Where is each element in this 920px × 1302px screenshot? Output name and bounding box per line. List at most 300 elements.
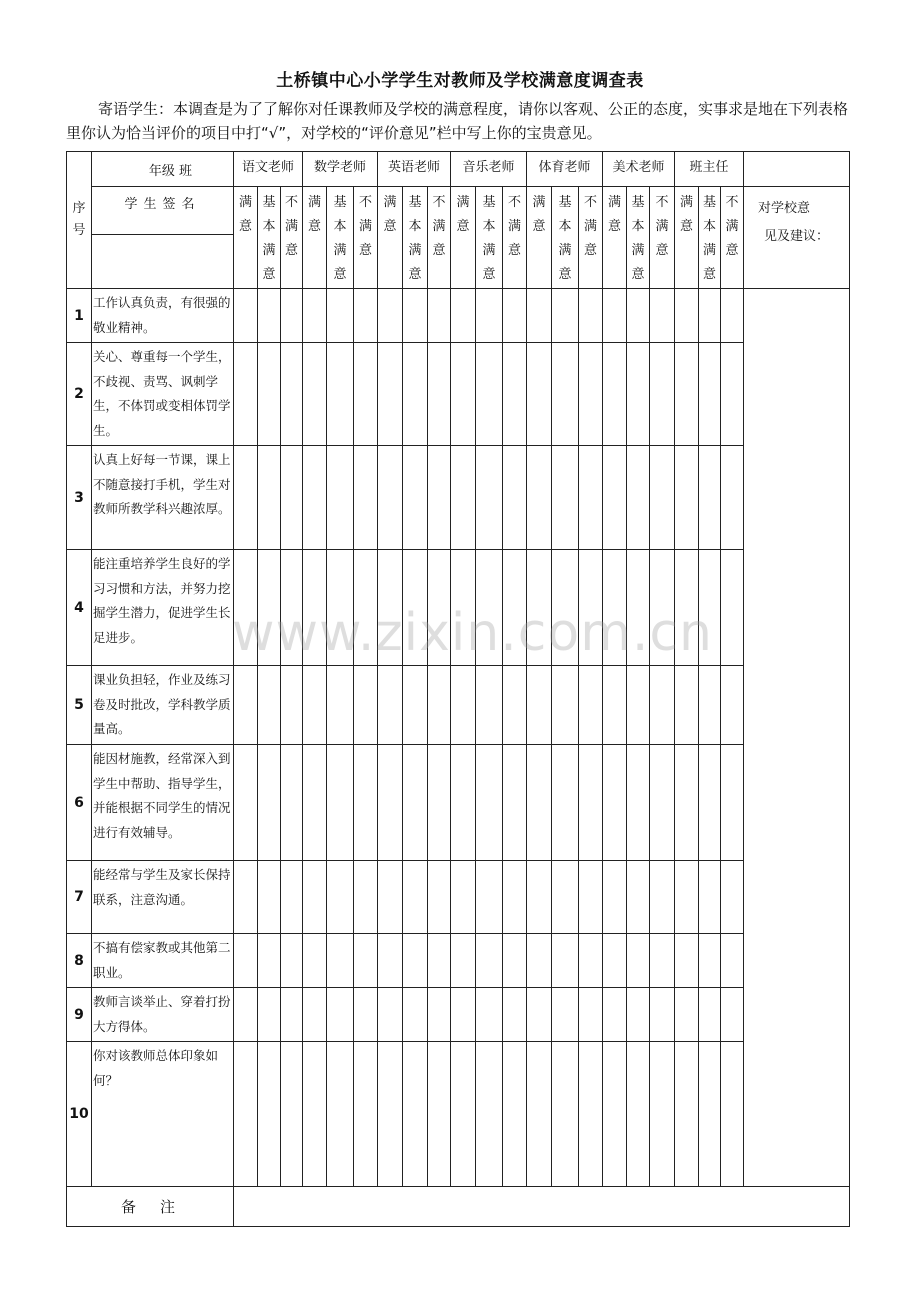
rating-char: 意 xyxy=(238,219,252,234)
opinion-line-2: 见及建议： xyxy=(764,229,830,244)
rating-checkbox-cell[interactable] xyxy=(527,988,552,1042)
seq-header xyxy=(67,152,92,289)
rating-checkbox-cell[interactable] xyxy=(579,988,603,1042)
rating-checkbox-cell[interactable] xyxy=(303,666,327,745)
row-number: 7 xyxy=(67,861,92,934)
row-number: 8 xyxy=(67,934,92,988)
rating-char: 意 xyxy=(358,243,372,258)
rating-checkbox-cell[interactable] xyxy=(650,934,675,988)
rating-checkbox-cell[interactable] xyxy=(699,666,721,745)
rating-header-satisfied xyxy=(303,187,327,289)
rating-checkbox-cell[interactable] xyxy=(428,861,451,934)
rating-char: 意 xyxy=(702,267,716,282)
rating-char: 不 xyxy=(284,195,298,210)
rating-checkbox-cell[interactable] xyxy=(234,861,258,934)
table-row xyxy=(67,745,850,861)
row-number: 10 xyxy=(67,1042,92,1187)
rating-checkbox-cell[interactable] xyxy=(281,745,303,861)
rating-checkbox-cell[interactable] xyxy=(503,861,527,934)
rating-checkbox-cell[interactable] xyxy=(603,550,627,666)
rating-checkbox-cell[interactable] xyxy=(627,343,650,446)
rating-checkbox-cell[interactable] xyxy=(281,289,303,343)
rating-checkbox-cell[interactable] xyxy=(675,550,699,666)
criterion-text: 认真上好每一节课，课上不随意接打手机，学生对教师所教学科兴趣浓厚。 xyxy=(92,446,234,550)
rating-checkbox-cell[interactable] xyxy=(503,666,527,745)
header-row xyxy=(67,187,850,235)
rating-checkbox-cell[interactable] xyxy=(675,988,699,1042)
rating-char: 本 xyxy=(262,219,276,234)
seq-header-char: 号 xyxy=(72,223,86,238)
intro-text: 寄语学生：本调查是为了了解你对任课教师及学校的满意程度，请你以客观、公正的态度，实事求是地在下列表格里你认为恰当评价的项目中打“√”，对学校的“评价意见”栏中写上你的宝贵意见。 xyxy=(66,100,849,142)
teacher-header: 体育老师 xyxy=(527,152,603,187)
rating-checkbox-cell[interactable] xyxy=(451,745,476,861)
rating-checkbox-cell[interactable] xyxy=(650,1042,675,1187)
remark-field[interactable] xyxy=(234,1187,850,1227)
rating-checkbox-cell[interactable] xyxy=(527,861,552,934)
rating-header-not xyxy=(650,187,675,289)
rating-checkbox-cell[interactable] xyxy=(579,343,603,446)
rating-char: 满 xyxy=(307,195,321,210)
rating-checkbox-cell[interactable] xyxy=(303,289,327,343)
rating-checkbox-cell[interactable] xyxy=(699,289,721,343)
rating-checkbox-cell[interactable] xyxy=(675,446,699,550)
rating-checkbox-cell[interactable] xyxy=(650,550,675,666)
rating-checkbox-cell[interactable] xyxy=(403,550,428,666)
rating-checkbox-cell[interactable] xyxy=(258,446,281,550)
rating-checkbox-cell[interactable] xyxy=(327,1042,354,1187)
rating-checkbox-cell[interactable] xyxy=(675,934,699,988)
rating-checkbox-cell[interactable] xyxy=(650,343,675,446)
rating-char: 意 xyxy=(432,243,446,258)
rating-header-basic xyxy=(327,187,354,289)
rating-checkbox-cell[interactable] xyxy=(234,446,258,550)
rating-checkbox-cell[interactable] xyxy=(627,289,650,343)
rating-checkbox-cell[interactable] xyxy=(552,745,579,861)
rating-checkbox-cell[interactable] xyxy=(627,745,650,861)
rating-checkbox-cell[interactable] xyxy=(627,550,650,666)
rating-char: 本 xyxy=(631,219,645,234)
rating-checkbox-cell[interactable] xyxy=(579,446,603,550)
row-number: 2 xyxy=(67,343,92,446)
rating-char: 满 xyxy=(558,243,572,258)
school-opinion-header xyxy=(744,187,850,289)
rating-checkbox-cell[interactable] xyxy=(403,289,428,343)
rating-checkbox-cell[interactable] xyxy=(476,861,503,934)
rating-checkbox-cell[interactable] xyxy=(327,289,354,343)
rating-checkbox-cell[interactable] xyxy=(234,289,258,343)
rating-checkbox-cell[interactable] xyxy=(378,988,403,1042)
rating-checkbox-cell[interactable] xyxy=(527,550,552,666)
criterion-text: 教师言谈举止、穿着打扮大方得体。 xyxy=(92,988,234,1042)
rating-checkbox-cell[interactable] xyxy=(476,934,503,988)
rating-checkbox-cell[interactable] xyxy=(303,861,327,934)
rating-checkbox-cell[interactable] xyxy=(234,666,258,745)
rating-checkbox-cell[interactable] xyxy=(603,666,627,745)
rating-checkbox-cell[interactable] xyxy=(281,550,303,666)
rating-checkbox-cell[interactable] xyxy=(603,861,627,934)
rating-checkbox-cell[interactable] xyxy=(378,934,403,988)
rating-header-satisfied xyxy=(234,187,258,289)
rating-checkbox-cell[interactable] xyxy=(721,343,744,446)
rating-checkbox-cell[interactable] xyxy=(721,550,744,666)
teacher-header: 英语老师 xyxy=(378,152,451,187)
rating-checkbox-cell[interactable] xyxy=(258,1042,281,1187)
rating-checkbox-cell[interactable] xyxy=(603,446,627,550)
rating-header-satisfied xyxy=(603,187,627,289)
rating-checkbox-cell[interactable] xyxy=(503,934,527,988)
rating-checkbox-cell[interactable] xyxy=(327,343,354,446)
rating-checkbox-cell[interactable] xyxy=(476,289,503,343)
rating-checkbox-cell[interactable] xyxy=(650,988,675,1042)
rating-checkbox-cell[interactable] xyxy=(354,666,378,745)
rating-checkbox-cell[interactable] xyxy=(403,1042,428,1187)
rating-checkbox-cell[interactable] xyxy=(699,446,721,550)
rating-checkbox-cell[interactable] xyxy=(699,988,721,1042)
rating-checkbox-cell[interactable] xyxy=(234,550,258,666)
rating-checkbox-cell[interactable] xyxy=(281,343,303,446)
teacher-header: 语文老师 xyxy=(234,152,303,187)
rating-checkbox-cell[interactable] xyxy=(428,988,451,1042)
rating-checkbox-cell[interactable] xyxy=(627,446,650,550)
rating-checkbox-cell[interactable] xyxy=(403,446,428,550)
rating-checkbox-cell[interactable] xyxy=(354,550,378,666)
rating-checkbox-cell[interactable] xyxy=(403,666,428,745)
rating-checkbox-cell[interactable] xyxy=(627,988,650,1042)
rating-checkbox-cell[interactable] xyxy=(303,988,327,1042)
rating-char: 不 xyxy=(507,195,521,210)
teacher-header: 音乐老师 xyxy=(451,152,527,187)
rating-checkbox-cell[interactable] xyxy=(721,988,744,1042)
rating-checkbox-cell[interactable] xyxy=(552,343,579,446)
rating-char: 满 xyxy=(679,195,693,210)
rating-checkbox-cell[interactable] xyxy=(403,934,428,988)
rating-checkbox-cell[interactable] xyxy=(476,343,503,446)
table-row xyxy=(67,1042,850,1187)
rating-checkbox-cell[interactable] xyxy=(403,861,428,934)
rating-checkbox-cell[interactable] xyxy=(579,934,603,988)
rating-char: 意 xyxy=(532,219,546,234)
rating-char: 不 xyxy=(655,195,669,210)
rating-checkbox-cell[interactable] xyxy=(675,343,699,446)
rating-char: 满 xyxy=(358,219,372,234)
rating-char: 意 xyxy=(558,267,572,282)
rating-char: 意 xyxy=(408,267,422,282)
rating-checkbox-cell[interactable] xyxy=(234,1042,258,1187)
rating-checkbox-cell[interactable] xyxy=(476,666,503,745)
rating-checkbox-cell[interactable] xyxy=(721,666,744,745)
rating-checkbox-cell[interactable] xyxy=(552,289,579,343)
rating-checkbox-cell[interactable] xyxy=(451,934,476,988)
teacher-header: 数学老师 xyxy=(303,152,378,187)
rating-char: 本 xyxy=(333,219,347,234)
rating-checkbox-cell[interactable] xyxy=(303,343,327,446)
rating-checkbox-cell[interactable] xyxy=(281,861,303,934)
rating-checkbox-cell[interactable] xyxy=(327,550,354,666)
rating-checkbox-cell[interactable] xyxy=(378,550,403,666)
rating-checkbox-cell[interactable] xyxy=(721,446,744,550)
rating-header-satisfied xyxy=(675,187,699,289)
rating-char: 满 xyxy=(238,195,252,210)
rating-checkbox-cell[interactable] xyxy=(354,988,378,1042)
table-row xyxy=(67,666,850,745)
rating-checkbox-cell[interactable] xyxy=(552,1042,579,1187)
rating-checkbox-cell[interactable] xyxy=(579,550,603,666)
rating-header-basic xyxy=(627,187,650,289)
rating-checkbox-cell[interactable] xyxy=(552,934,579,988)
rating-checkbox-cell[interactable] xyxy=(476,446,503,550)
rating-checkbox-cell[interactable] xyxy=(721,1042,744,1187)
rating-char: 满 xyxy=(408,243,422,258)
rating-checkbox-cell[interactable] xyxy=(476,988,503,1042)
rating-checkbox-cell[interactable] xyxy=(603,343,627,446)
rating-checkbox-cell[interactable] xyxy=(579,289,603,343)
rating-checkbox-cell[interactable] xyxy=(699,343,721,446)
grade-class-field[interactable]: 年级 班 xyxy=(92,152,234,187)
rating-checkbox-cell[interactable] xyxy=(699,861,721,934)
rating-checkbox-cell[interactable] xyxy=(675,289,699,343)
rating-char: 满 xyxy=(284,219,298,234)
rating-checkbox-cell[interactable] xyxy=(503,550,527,666)
table-row xyxy=(67,343,850,446)
rating-checkbox-cell[interactable] xyxy=(428,934,451,988)
rating-checkbox-cell[interactable] xyxy=(552,550,579,666)
rating-checkbox-cell[interactable] xyxy=(428,343,451,446)
rating-checkbox-cell[interactable] xyxy=(527,934,552,988)
rating-checkbox-cell[interactable] xyxy=(234,934,258,988)
rating-checkbox-cell[interactable] xyxy=(303,745,327,861)
rating-checkbox-cell[interactable] xyxy=(428,1042,451,1187)
rating-checkbox-cell[interactable] xyxy=(527,1042,552,1187)
rating-checkbox-cell[interactable] xyxy=(354,745,378,861)
rating-char: 满 xyxy=(333,243,347,258)
rating-checkbox-cell[interactable] xyxy=(451,666,476,745)
rating-header-not xyxy=(503,187,527,289)
rating-checkbox-cell[interactable] xyxy=(327,988,354,1042)
rating-checkbox-cell[interactable] xyxy=(579,745,603,861)
rating-checkbox-cell[interactable] xyxy=(503,343,527,446)
rating-checkbox-cell[interactable] xyxy=(281,666,303,745)
rating-checkbox-cell[interactable] xyxy=(354,446,378,550)
criterion-text: 工作认真负责，有很强的敬业精神。 xyxy=(92,289,234,343)
rating-checkbox-cell[interactable] xyxy=(527,666,552,745)
rating-checkbox-cell[interactable] xyxy=(327,934,354,988)
rating-checkbox-cell[interactable] xyxy=(281,1042,303,1187)
rating-checkbox-cell[interactable] xyxy=(503,745,527,861)
rating-checkbox-cell[interactable] xyxy=(721,745,744,861)
rating-checkbox-cell[interactable] xyxy=(327,666,354,745)
rating-char: 满 xyxy=(432,219,446,234)
rating-char: 满 xyxy=(607,195,621,210)
rating-checkbox-cell[interactable] xyxy=(451,550,476,666)
rating-checkbox-cell[interactable] xyxy=(721,289,744,343)
row-number: 1 xyxy=(67,289,92,343)
rating-checkbox-cell[interactable] xyxy=(650,861,675,934)
rating-header-basic xyxy=(552,187,579,289)
remark-label: 备注 xyxy=(67,1187,234,1227)
rating-char: 意 xyxy=(631,267,645,282)
rating-checkbox-cell[interactable] xyxy=(281,446,303,550)
rating-checkbox-cell[interactable] xyxy=(552,446,579,550)
rating-checkbox-cell[interactable] xyxy=(579,1042,603,1187)
rating-checkbox-cell[interactable] xyxy=(650,446,675,550)
rating-checkbox-cell[interactable] xyxy=(699,745,721,861)
rating-checkbox-cell[interactable] xyxy=(354,1042,378,1187)
rating-checkbox-cell[interactable] xyxy=(603,1042,627,1187)
rating-header-basic xyxy=(476,187,503,289)
rating-checkbox-cell[interactable] xyxy=(327,446,354,550)
rating-checkbox-cell[interactable] xyxy=(303,550,327,666)
rating-checkbox-cell[interactable] xyxy=(451,343,476,446)
rating-char: 满 xyxy=(583,219,597,234)
rating-checkbox-cell[interactable] xyxy=(428,446,451,550)
rating-checkbox-cell[interactable] xyxy=(476,550,503,666)
rating-checkbox-cell[interactable] xyxy=(650,666,675,745)
rating-checkbox-cell[interactable] xyxy=(327,861,354,934)
rating-checkbox-cell[interactable] xyxy=(721,934,744,988)
rating-checkbox-cell[interactable] xyxy=(403,988,428,1042)
rating-checkbox-cell[interactable] xyxy=(503,988,527,1042)
rating-checkbox-cell[interactable] xyxy=(650,745,675,861)
rating-header-not xyxy=(428,187,451,289)
rating-checkbox-cell[interactable] xyxy=(378,446,403,550)
table-row xyxy=(67,446,850,550)
rating-checkbox-cell[interactable] xyxy=(699,1042,721,1187)
remark-row xyxy=(67,1187,850,1227)
rating-checkbox-cell[interactable] xyxy=(675,1042,699,1187)
rating-checkbox-cell[interactable] xyxy=(627,666,650,745)
rating-checkbox-cell[interactable] xyxy=(503,1042,527,1187)
page-title: 土桥镇中心小学学生对教师及学校满意度调查表 xyxy=(276,71,644,91)
rating-char: 满 xyxy=(262,243,276,258)
rating-checkbox-cell[interactable] xyxy=(354,289,378,343)
rating-checkbox-cell[interactable] xyxy=(527,289,552,343)
rating-checkbox-cell[interactable] xyxy=(451,861,476,934)
rating-checkbox-cell[interactable] xyxy=(378,861,403,934)
rating-checkbox-cell[interactable] xyxy=(378,343,403,446)
school-opinion-field[interactable] xyxy=(744,289,850,1187)
rating-checkbox-cell[interactable] xyxy=(378,745,403,861)
rating-checkbox-cell[interactable] xyxy=(303,934,327,988)
rating-char: 意 xyxy=(607,219,621,234)
rating-checkbox-cell[interactable] xyxy=(527,446,552,550)
rating-char: 满 xyxy=(383,195,397,210)
rating-checkbox-cell[interactable] xyxy=(234,988,258,1042)
rating-checkbox-cell[interactable] xyxy=(721,861,744,934)
rating-checkbox-cell[interactable] xyxy=(699,934,721,988)
rating-checkbox-cell[interactable] xyxy=(234,745,258,861)
criterion-text: 课业负担轻，作业及练习卷及时批改，学科教学质量高。 xyxy=(92,666,234,745)
rating-checkbox-cell[interactable] xyxy=(699,550,721,666)
rating-checkbox-cell[interactable] xyxy=(451,1042,476,1187)
rating-checkbox-cell[interactable] xyxy=(327,745,354,861)
rating-char: 满 xyxy=(532,195,546,210)
rating-checkbox-cell[interactable] xyxy=(603,745,627,861)
rating-checkbox-cell[interactable] xyxy=(258,289,281,343)
rating-char: 意 xyxy=(725,243,739,258)
rating-checkbox-cell[interactable] xyxy=(552,666,579,745)
rating-checkbox-cell[interactable] xyxy=(354,934,378,988)
rating-checkbox-cell[interactable] xyxy=(428,289,451,343)
table-row xyxy=(67,861,850,934)
table-row xyxy=(67,934,850,988)
rating-checkbox-cell[interactable] xyxy=(234,343,258,446)
rating-checkbox-cell[interactable] xyxy=(428,666,451,745)
rating-checkbox-cell[interactable] xyxy=(451,446,476,550)
rating-checkbox-cell[interactable] xyxy=(627,861,650,934)
rating-checkbox-cell[interactable] xyxy=(258,745,281,861)
rating-checkbox-cell[interactable] xyxy=(258,934,281,988)
table-row xyxy=(67,988,850,1042)
rating-checkbox-cell[interactable] xyxy=(579,666,603,745)
rating-checkbox-cell[interactable] xyxy=(281,988,303,1042)
rating-checkbox-cell[interactable] xyxy=(378,289,403,343)
rating-checkbox-cell[interactable] xyxy=(258,550,281,666)
header-row xyxy=(67,152,850,187)
rating-checkbox-cell[interactable] xyxy=(258,666,281,745)
rating-checkbox-cell[interactable] xyxy=(627,934,650,988)
rating-checkbox-cell[interactable] xyxy=(354,861,378,934)
rating-checkbox-cell[interactable] xyxy=(675,745,699,861)
rating-checkbox-cell[interactable] xyxy=(603,934,627,988)
teacher-header: 美术老师 xyxy=(603,152,675,187)
rating-char: 满 xyxy=(655,219,669,234)
rating-checkbox-cell[interactable] xyxy=(675,666,699,745)
rating-checkbox-cell[interactable] xyxy=(258,343,281,446)
rating-checkbox-cell[interactable] xyxy=(527,745,552,861)
rating-checkbox-cell[interactable] xyxy=(579,861,603,934)
criterion-text: 你对该教师总体印象如何？ xyxy=(92,1042,234,1187)
rating-checkbox-cell[interactable] xyxy=(603,289,627,343)
rating-checkbox-cell[interactable] xyxy=(451,988,476,1042)
rating-checkbox-cell[interactable] xyxy=(476,1042,503,1187)
rating-checkbox-cell[interactable] xyxy=(428,745,451,861)
rating-char: 本 xyxy=(702,219,716,234)
rating-checkbox-cell[interactable] xyxy=(428,550,451,666)
rating-checkbox-cell[interactable] xyxy=(503,289,527,343)
table-row xyxy=(67,550,850,666)
rating-checkbox-cell[interactable] xyxy=(258,988,281,1042)
rating-checkbox-cell[interactable] xyxy=(650,289,675,343)
row-number: 9 xyxy=(67,988,92,1042)
rating-checkbox-cell[interactable] xyxy=(303,446,327,550)
student-sign-field[interactable] xyxy=(92,235,234,289)
rating-checkbox-cell[interactable] xyxy=(603,988,627,1042)
rating-char: 意 xyxy=(679,219,693,234)
rating-char: 意 xyxy=(507,243,521,258)
rating-checkbox-cell[interactable] xyxy=(527,343,552,446)
rating-checkbox-cell[interactable] xyxy=(552,861,579,934)
rating-checkbox-cell[interactable] xyxy=(627,1042,650,1187)
rating-char: 不 xyxy=(358,195,372,210)
rating-checkbox-cell[interactable] xyxy=(451,289,476,343)
rating-checkbox-cell[interactable] xyxy=(354,343,378,446)
rating-checkbox-cell[interactable] xyxy=(503,446,527,550)
criterion-text: 能注重培养学生良好的学习习惯和方法，并努力挖掘学生潜力，促进学生长足进步。 xyxy=(92,550,234,666)
criterion-text: 不搞有偿家教或其他第二职业。 xyxy=(92,934,234,988)
rating-checkbox-cell[interactable] xyxy=(281,934,303,988)
rating-checkbox-cell[interactable] xyxy=(378,666,403,745)
rating-checkbox-cell[interactable] xyxy=(378,1042,403,1187)
rating-checkbox-cell[interactable] xyxy=(403,343,428,446)
rating-checkbox-cell[interactable] xyxy=(258,861,281,934)
rating-checkbox-cell[interactable] xyxy=(476,745,503,861)
rating-checkbox-cell[interactable] xyxy=(552,988,579,1042)
rating-char: 基 xyxy=(558,195,572,210)
rating-checkbox-cell[interactable] xyxy=(403,745,428,861)
rating-char: 意 xyxy=(284,243,298,258)
rating-checkbox-cell[interactable] xyxy=(675,861,699,934)
rating-checkbox-cell[interactable] xyxy=(303,1042,327,1187)
